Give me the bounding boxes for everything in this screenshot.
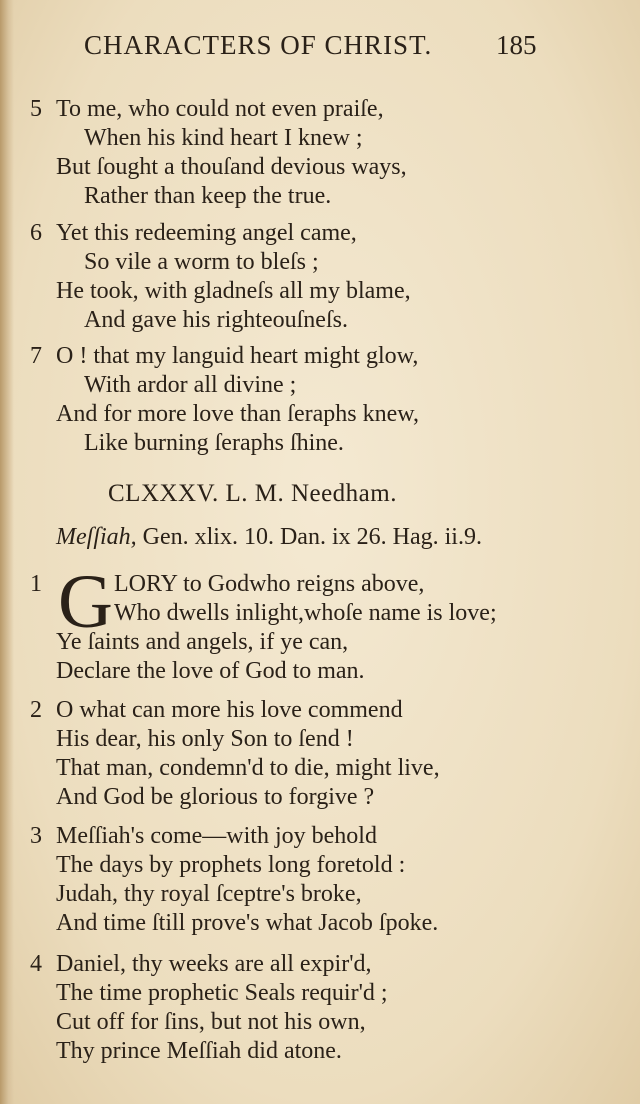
stanza-number: 1 [30, 571, 42, 597]
verse-line: That man, condemn'd to die, might live, [56, 755, 440, 781]
subtitle-italic: Meſſiah, [56, 524, 137, 550]
verse-line: With ardor all divine ; [84, 372, 297, 398]
stanza-number: 3 [30, 823, 42, 849]
hymn-subtitle [56, 524, 482, 551]
stanza-number: 4 [30, 951, 42, 977]
verse-line: But ſought a thouſand devious ways, [56, 154, 407, 180]
verse-line: O ! that my languid heart might glow, [56, 343, 419, 369]
running-header: CHARACTERS OF CHRIST. [84, 30, 433, 60]
verse-line: And time ſtill prove's what Jacob ſpoke. [56, 910, 439, 936]
verse-line: To me, who could not even praiſe, [56, 96, 384, 122]
subtitle-references: Gen. xlix. 10. Dan. ix 26. Hag. ii.9. [136, 524, 482, 550]
verse-line: His dear, his only Son to ſend ! [56, 726, 354, 752]
hymn-title: CLXXXV. L. M. Needham. [108, 480, 397, 507]
verse-line: And for more love than ſeraphs knew, [56, 401, 419, 427]
verse-line: Thy prince Meſſiah did atone. [56, 1038, 342, 1064]
verse-line: The time prophetic Seals requir'd ; [56, 980, 388, 1006]
verse-line: And gave his righteouſneſs. [84, 307, 348, 333]
verse-line: Who dwells inlight,whoſe name is love; [114, 600, 497, 626]
verse-line: He took, with gladneſs all my blame, [56, 278, 411, 304]
drop-cap: G [58, 560, 113, 644]
verse-line: Rather than keep the true. [84, 183, 332, 209]
stanza-number: 5 [30, 96, 42, 122]
verse-line: Daniel, thy weeks are all expir'd, [56, 951, 372, 977]
verse-line: So vile a worm to bleſs ; [84, 249, 319, 275]
page-gutter [0, 0, 14, 1104]
verse-line: Cut off for ſins, but not his own, [56, 1009, 366, 1035]
stanza-number: 6 [30, 220, 42, 246]
verse-line: Judah, thy royal ſceptre's broke, [56, 881, 362, 907]
verse-line: Ye ſaints and angels, if ye can, [56, 629, 349, 655]
stanza-number: 2 [30, 697, 42, 723]
verse-line: The days by prophets long foretold : [56, 852, 406, 878]
verse-line: Declare the love of God to man. [56, 658, 365, 684]
verse-line: Meſſiah's come—with joy behold [56, 823, 377, 849]
verse-line: O what can more his love commend [56, 697, 403, 723]
page-number: 185 [496, 30, 537, 60]
verse-line: Yet this redeeming angel came, [56, 220, 357, 246]
verse-line: When his kind heart I knew ; [84, 125, 363, 151]
verse-line: LORY to Godwho reigns above, [114, 571, 425, 597]
verse-line: And God be glorious to forgive ? [56, 784, 375, 810]
verse-line: Like burning ſeraphs ſhine. [84, 430, 344, 456]
stanza-number: 7 [30, 343, 42, 369]
